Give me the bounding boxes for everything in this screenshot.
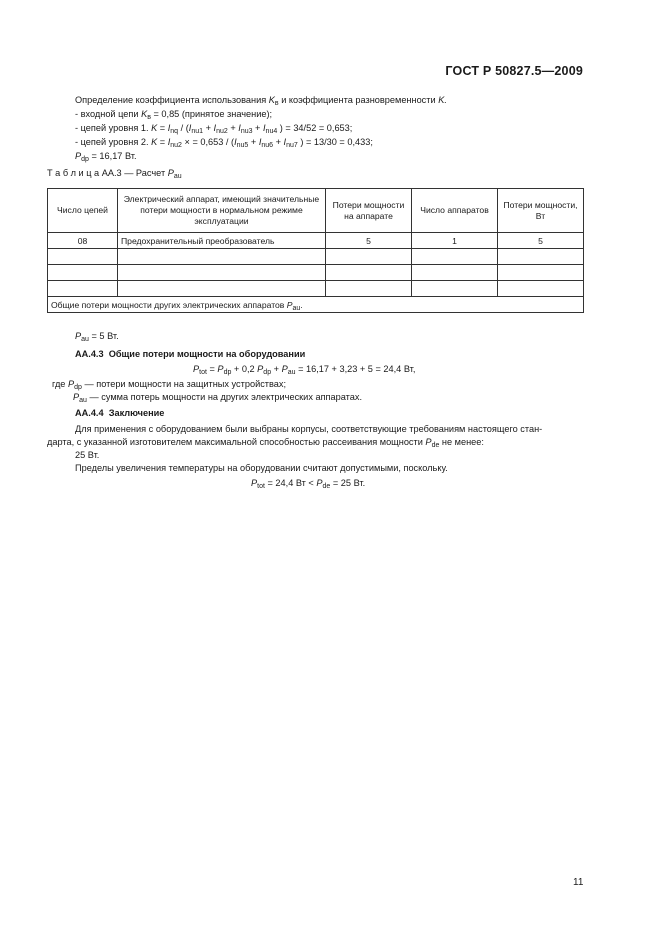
- table-cell: 5: [498, 233, 584, 249]
- table-row: [48, 233, 584, 249]
- table-cell: [48, 265, 118, 281]
- table-row: [48, 249, 584, 265]
- table-cell: [412, 281, 498, 297]
- pdp-value-line: $P_{dp} = 16,17$ Вт.: [75, 151, 137, 163]
- conclusion-line-1: Для применения с оборудованием были выбраны корпусы, соответствующие требованиям настоящего стан-: [75, 424, 543, 434]
- section-heading-443: АА.4.3 Общие потери мощности на оборудовании: [75, 349, 306, 359]
- table-cell: [118, 281, 326, 297]
- definition-line: Определение коэффициента использования $K_в$ и коэффициента разновременности K.: [75, 95, 447, 107]
- conclusion-line-3: 25 Вт.: [75, 450, 100, 460]
- level2-line: - цепей уровня 2. $K = I_{nu2}$ × = $0,653 / (I_{nu5} + I_{nu6} + I_{nu7}$ ) = 13/30 = 0,433;: [75, 137, 373, 149]
- conclusion-para-2: Пределы увеличения температуры на оборудовании считают допустимыми, поскольку.: [75, 463, 448, 473]
- table-cell: Предохранительный преобразователь: [118, 233, 326, 249]
- table-row: [48, 281, 584, 297]
- table-caption: Т а б л и ц а АА.3 — Расчет $P_{au}$: [47, 168, 182, 180]
- pau-value-line: $P_{au} = 5$ Вт.: [75, 331, 119, 343]
- table-cell: 1: [412, 233, 498, 249]
- table-cell: [118, 249, 326, 265]
- section-heading-444: АА.4.4 Заключение: [75, 408, 165, 418]
- input-circuit-line: - входной цепи $K_в = 0,85$ (принятое значение);: [75, 109, 273, 121]
- table-cell: [326, 281, 412, 297]
- summary-cell: Общие потери мощности других электрических аппаратов $P_{au}$.: [48, 297, 584, 313]
- header-cell: Число аппаратов: [412, 189, 498, 233]
- final-inequality: $P_{tot} = 24,4$ Вт < $P_{de} = 25$ Вт.: [251, 478, 366, 490]
- table-cell: [412, 265, 498, 281]
- level1-line: - цепей уровня 1. $K = I_{nq} / (I_{nu1} + I_{nu2} + I_{nu3} + I_{nu4}$ ) = 34/52 = 0,653;: [75, 123, 353, 135]
- table-cell: [498, 249, 584, 265]
- header-cell: Потери мощности, Вт: [498, 189, 584, 233]
- table-cell: [326, 249, 412, 265]
- table-cell: [412, 249, 498, 265]
- table-row: [48, 265, 584, 281]
- document-header: ГОСТ Р 50827.5—2009: [445, 64, 583, 78]
- table-cell: [118, 265, 326, 281]
- header-cell: Электрический аппарат, имеющий значительные потери мощности в нормальном режиме эксплуатации: [118, 189, 326, 233]
- table-cell: [48, 281, 118, 297]
- header-cell: Потери мощности на аппарате: [326, 189, 412, 233]
- table-cell: 5: [326, 233, 412, 249]
- table-cell: [498, 281, 584, 297]
- table-cell: [326, 265, 412, 281]
- table-header-row: [48, 189, 584, 233]
- table-cell: 08: [48, 233, 118, 249]
- power-loss-table: [47, 188, 584, 313]
- definition-pdp: где $P_{dp}$ — потери мощности на защитных устройствах;: [52, 379, 287, 391]
- total-power-formula: $P_{tot} = P_{dp} + 0,2$ $P_{dp} + P_{au} = 16,17 + 3,23 + 5 = 24,4$ Вт,: [193, 364, 416, 376]
- definition-pau: $P_{au}$ — сумма потерь мощности на других электрических аппаратах.: [73, 392, 363, 404]
- table-summary-row: [48, 297, 584, 313]
- header-cell: Число цепей: [48, 189, 118, 233]
- conclusion-line-2: дарта, с указанной изготовителем максимальной способностью рассеивания мощности $P_{de}$ не менее:: [47, 437, 484, 449]
- table-cell: [498, 265, 584, 281]
- table-cell: [48, 249, 118, 265]
- page-number: 11: [573, 877, 584, 888]
